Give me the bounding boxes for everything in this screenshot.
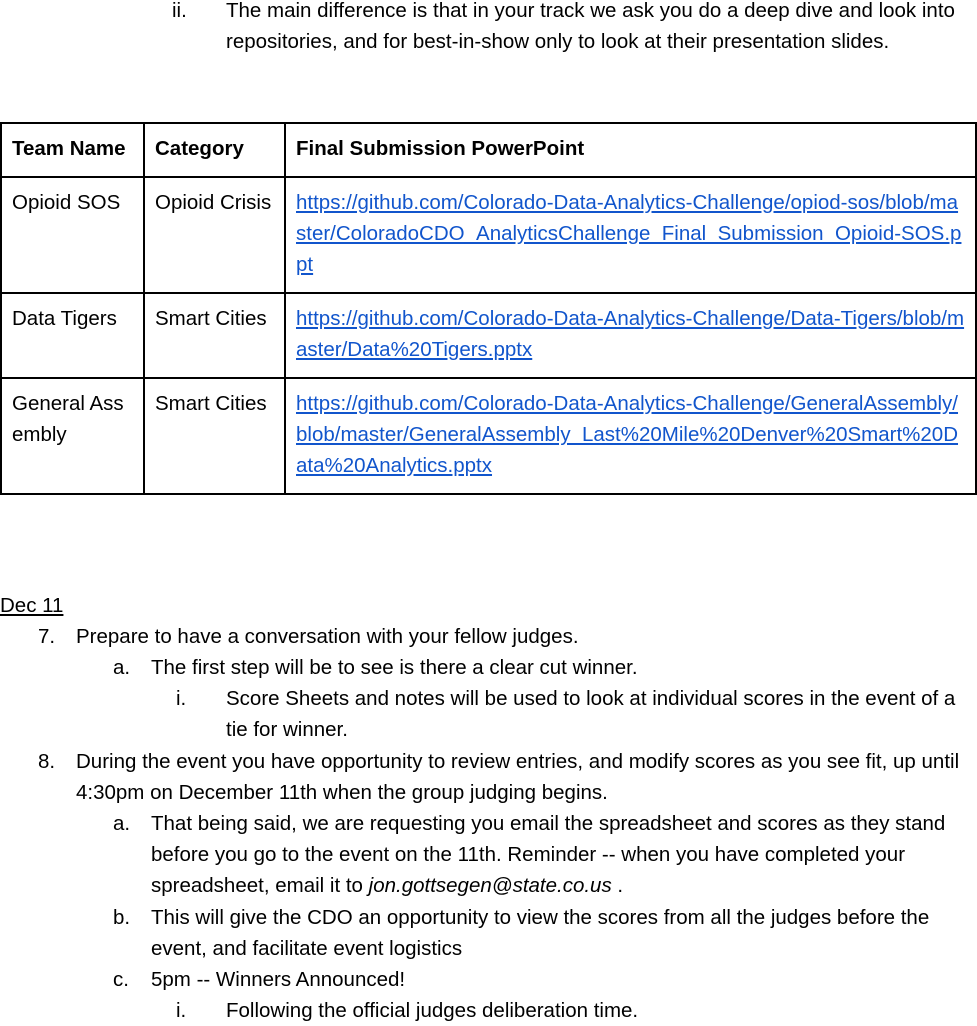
- team-name-cell: Data Tigers: [1, 293, 144, 378]
- table-row: [1, 378, 976, 494]
- link-cell: [285, 378, 976, 494]
- submission-table: [0, 122, 977, 495]
- table-header-row: [1, 123, 976, 177]
- list-item: This will give the CDO an opportunity to view the scores from all the judges before the event, and facilitate event logistics: [151, 906, 930, 960]
- list-item: 5pm -- Winners Announced!: [151, 968, 406, 991]
- list-marker: ii.: [172, 0, 187, 22]
- list-item: The first step will be to see is there a clear cut winner.: [151, 656, 638, 679]
- link-cell: [285, 177, 976, 293]
- intro-paragraph: The main difference is that in your track we ask you do a deep dive and look into repositories, and for best-in-show only to look at their presentation slides.: [226, 0, 955, 53]
- table-row: [1, 293, 976, 378]
- header-team-name: Team Name: [1, 123, 144, 177]
- table-row: [1, 177, 976, 293]
- list-marker: i.: [176, 999, 187, 1022]
- list-marker: a.: [113, 656, 131, 679]
- contact-email: jon.gottsegen@state.co.us: [368, 874, 612, 897]
- list-marker: a.: [113, 812, 131, 835]
- team-name-cell: General Assembly: [1, 378, 144, 494]
- request-text: That being said, we are requesting you email the spreadsheet and scores as they stand before you go to the event on the 11th. Reminder -- when you have completed your spreadsheet, email it to: [151, 812, 946, 897]
- submission-link[interactable]: https://github.com/Colorado-Data-Analytics-Challenge/opiod-sos/blob/master/ColoradoCDO_AnalyticsChallenge_Final_Submission_Opioid-SOS.ppt: [296, 191, 962, 276]
- header-final-submission: Final Submission PowerPoint: [285, 123, 976, 177]
- list-marker: c.: [113, 968, 129, 991]
- category-cell: Smart Cities: [144, 293, 285, 378]
- list-marker: b.: [113, 906, 131, 929]
- category-cell: Opioid Crisis: [144, 177, 285, 293]
- submission-link[interactable]: https://github.com/Colorado-Data-Analytics-Challenge/GeneralAssembly/blob/master/GeneralAssembly_Last%20Mile%20Denver%20Smart%20Data%20Analytics.pptx: [296, 392, 959, 477]
- list-item: During the event you have opportunity to review entries, and modify scores as you see fit, up until 4:30pm on December 11th when the group judging begins.: [76, 750, 960, 804]
- list-item: Following the official judges deliberation time.: [226, 999, 639, 1022]
- section-date-heading: Dec 11: [0, 594, 64, 617]
- list-item: [151, 808, 977, 901]
- list-marker: 8.: [38, 750, 56, 773]
- team-name-cell: Opioid SOS: [1, 177, 144, 293]
- header-category: Category: [144, 123, 285, 177]
- request-text-end: .: [611, 874, 624, 897]
- link-cell: [285, 293, 976, 378]
- list-marker: 7.: [38, 625, 56, 648]
- category-cell: Smart Cities: [144, 378, 285, 494]
- list-marker: i.: [176, 687, 187, 710]
- list-item: Prepare to have a conversation with your fellow judges.: [76, 625, 579, 648]
- list-item: Score Sheets and notes will be used to look at individual scores in the event of a tie for winner.: [226, 687, 956, 741]
- submission-link[interactable]: https://github.com/Colorado-Data-Analytics-Challenge/Data-Tigers/blob/master/Data%20Tigers.pptx: [296, 307, 965, 361]
